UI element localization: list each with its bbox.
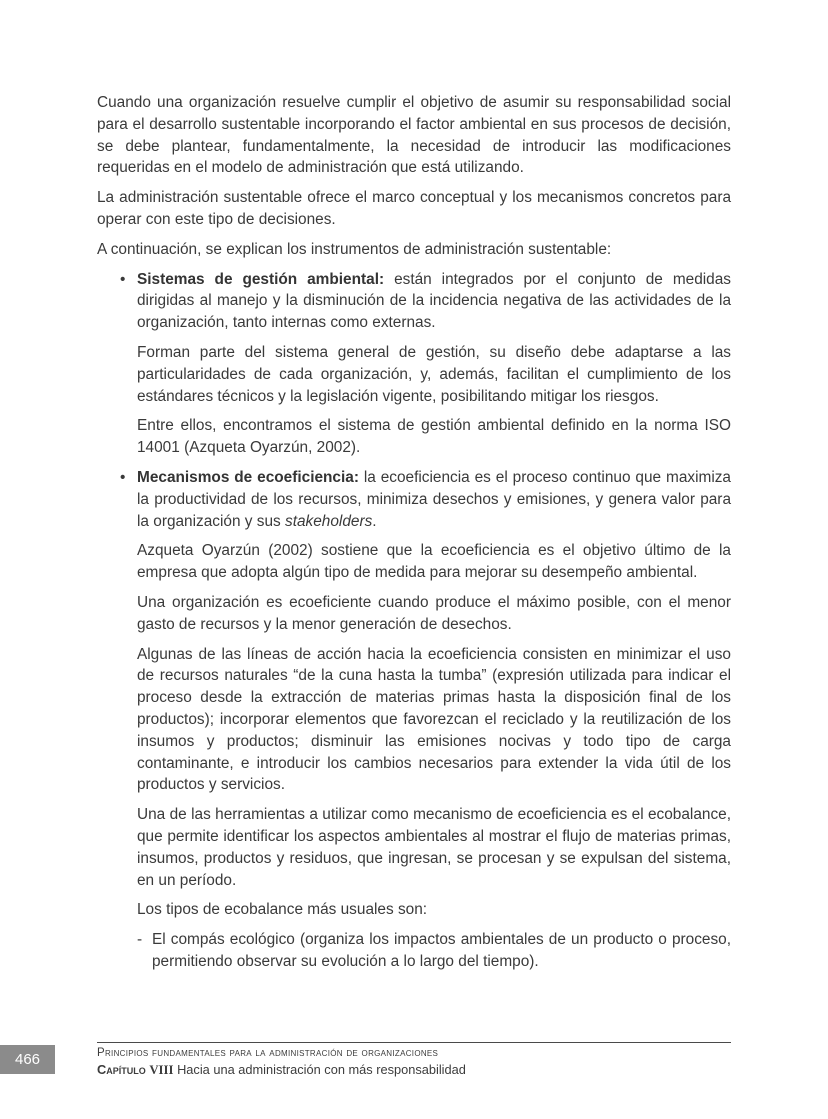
bullet-sub-paragraph: Una de las herramientas a utilizar como mecanismo de ecoeficiencia es el ecobalance, que permite identificar los aspectos ambientales al mostrar el flujo de materias primas, insumos, productos y residuos, que ingresan, se procesan y se expulsan del sistema, en un período. [137, 806, 731, 889]
paragraph-intro: Cuando una organización resuelve cumplir el objetivo de asumir su responsabilidad social para el desarrollo sustentable incorporando el factor ambiental en sus procesos de decisión, se debe plantear, fundamentalmente, la necesidad de introducir las modificaciones requeridas en el modelo de administración que está utilizando. [97, 94, 731, 177]
dash-icon: - [137, 931, 143, 949]
page-number: 466 [14, 1051, 41, 1068]
italic-term: stakeholders [285, 512, 373, 530]
page-number-badge [0, 1045, 55, 1074]
bullet-sub-paragraph: Una organización es ecoeficiente cuando produce el máximo posible, con el menor gasto de recursos y la menor generación de desechos. [137, 593, 731, 633]
bullet-lead-paragraph [137, 467, 731, 532]
bullet-lead-bold: Sistemas de gestión ambiental: [137, 270, 385, 288]
bullet-sub-paragraph: Forman parte del sistema general de gestión, su diseño debe adaptarse a las particularidades de cada organización, y, además, facilitan el cumplimiento de los estándares técnicos y la legislación vigente, posibilitando mitigar los riesgos. [137, 343, 731, 405]
bullet-item-sistemas-gestion-ambiental [97, 269, 731, 459]
page-content [97, 92, 731, 981]
chapter-subtitle: Hacia una administración con más responsabilidad [177, 1062, 466, 1077]
bullet-lead-text-end: . [372, 512, 377, 530]
paragraph-admin-sustentable: La administración sustentable ofrece el marco conceptual y los mecanismos concretos para operar con este tipo de decisiones. [97, 189, 731, 228]
bullet-lead-bold: Mecanismos de ecoeficiencia: [137, 468, 359, 486]
bullet-lead-text: están integrados por el conjunto de medidas dirigidas al manejo y la disminución de la incidencia negativa de las actividades de la organización, tanto internas como externas. [137, 270, 731, 332]
list-item-compas-ecologico [137, 929, 731, 973]
bullet-sub-paragraph: Azqueta Oyarzún (2002) sostiene que la ecoeficiencia es el objetivo último de la empresa que adopta algún tipo de medida para mejorar su desempeño ambiental. [137, 542, 731, 582]
bullet-icon: • [120, 270, 126, 288]
bullet-sub-paragraph: Entre ellos, encontramos el sistema de gestión ambiental definido en la norma ISO 14001 (Azqueta Oyarzún, 2002). [137, 417, 731, 457]
paragraph-a-continuacion: A continuación, se explican los instrumentos de administración sustentable: [97, 240, 612, 258]
book-title: Principios fundamentales para la administración de organizaciones [97, 1047, 439, 1059]
chapter-label: Capítulo [97, 1062, 146, 1077]
page-footer [0, 1040, 828, 1100]
bullet-icon: • [120, 468, 126, 486]
bullet-sub-paragraph: Algunas de las líneas de acción hacia la ecoeficiencia consisten en minimizar el uso de recursos naturales “de la cuna hasta la tumba” (expresión utilizada para indicar el proceso desde la extracción de materias primas hasta la disposición final de los productos); incorporar elementos que favorezcan el reciclado y la reutilización de los insumos y productos; disminuir las emisiones nocivas y todo tipo de carga contaminante, e introducir los cambios necesarios para extender la vida útil de los productos y servicios. [137, 645, 731, 794]
footer-divider [97, 1042, 731, 1043]
bullet-sub-paragraph: Los tipos de ecobalance más usuales son: [137, 901, 428, 919]
chapter-title [97, 1062, 466, 1078]
bullet-lead-text: la ecoeficiencia es el proceso continuo que maximiza la productividad de los recursos, minimiza desechos y emisiones, y genera valor para la organización y sus [137, 468, 731, 530]
dash-item-text: El compás ecológico (organiza los impactos ambientales de un producto o proceso, permitiendo observar su evolución a lo largo del tiempo). [152, 931, 731, 970]
chapter-numeral: VIII [149, 1063, 174, 1077]
bullet-lead-paragraph [137, 269, 731, 334]
bullet-item-mecanismos-ecoeficiencia [97, 467, 731, 973]
